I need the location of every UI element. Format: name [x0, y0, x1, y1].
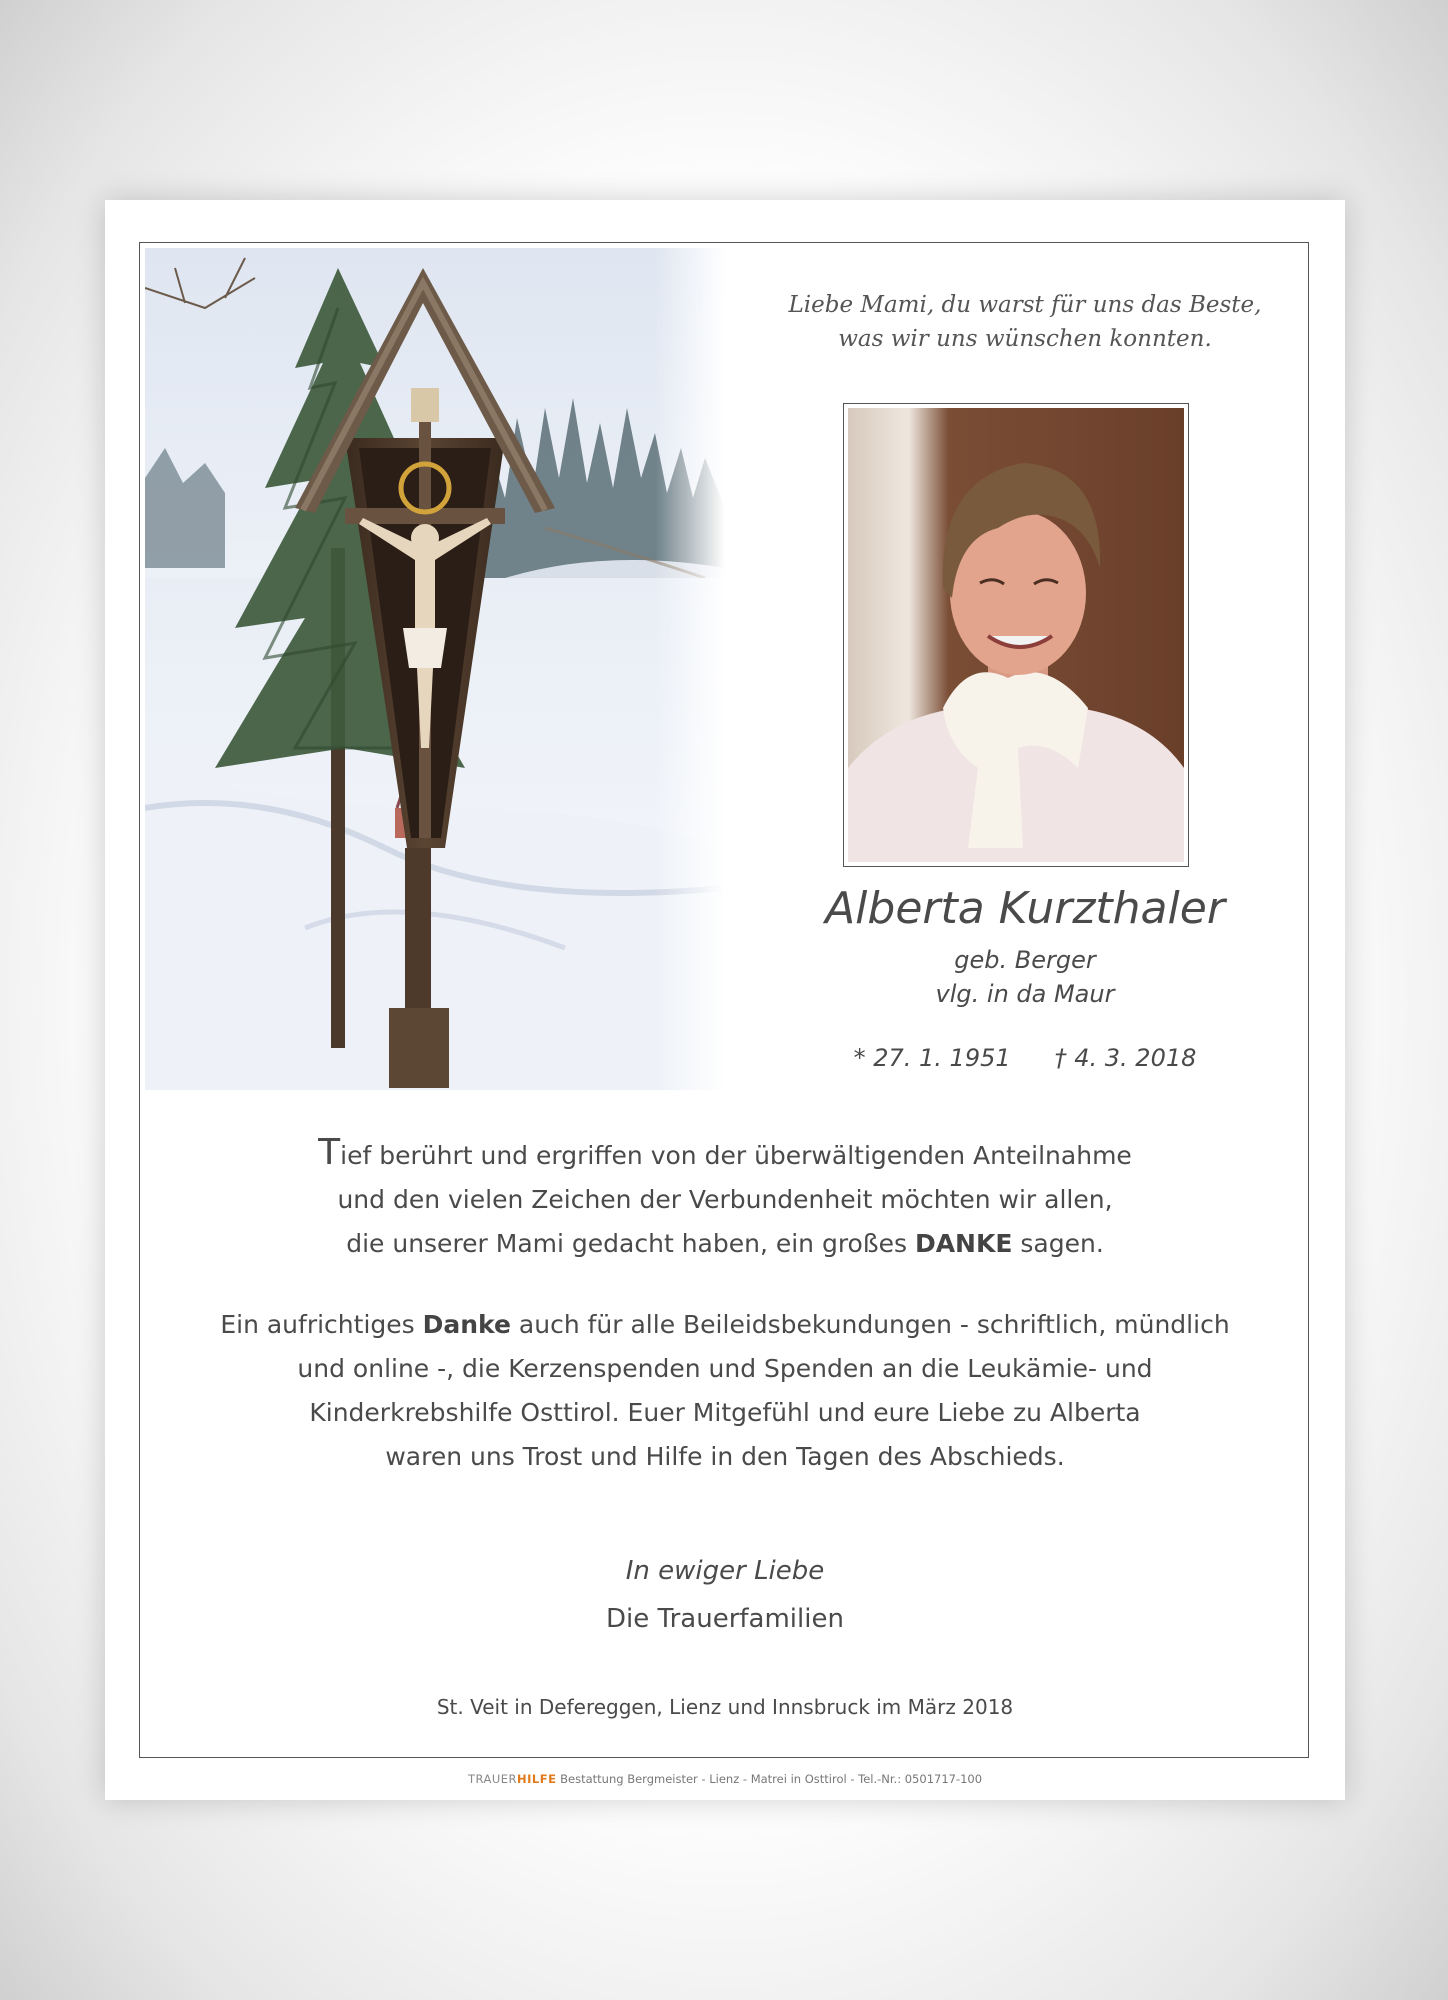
- thanks-p2-line-3: Kinderkrebshilfe Osttirol. Euer Mitgefühl und eure Liebe zu Alberta: [309, 1398, 1141, 1427]
- obituary-card: [105, 200, 1345, 1800]
- thanks-p2-line-4: waren uns Trost und Hilfe in den Tagen des Abschieds.: [385, 1442, 1065, 1471]
- wayside-crucifix-image: [145, 248, 725, 1090]
- thanks-paragraph-2: [180, 1303, 1270, 1479]
- memorial-quote: [760, 288, 1290, 356]
- brand-trauer: TRAUER: [467, 1772, 518, 1786]
- life-dates: [760, 1041, 1290, 1075]
- thanks-p2-line-2: und online -, die Kerzenspenden und Spenden an die Leukämie- und: [297, 1354, 1153, 1383]
- thanks-paragraph-1: [180, 1131, 1270, 1266]
- death-date: † 4. 3. 2018: [1054, 1044, 1197, 1072]
- closing-signature: Die Trauerfamilien: [606, 1604, 844, 1634]
- card-frame: [139, 242, 1309, 1758]
- thanks-line-3: die unserer Mami gedacht haben, ein großes DANKE sagen.: [346, 1229, 1104, 1258]
- closing-line-1: In ewiger Liebe: [625, 1556, 825, 1586]
- portrait-photo: [843, 403, 1189, 867]
- quote-line-1: Liebe Mami, du warst für uns das Beste,: [788, 292, 1262, 318]
- thanks-line-1: ief berührt und ergriffen von der überwältigenden Anteilnahme: [340, 1141, 1132, 1170]
- thanks-line-2: und den vielen Zeichen der Verbundenheit möchten wir allen,: [337, 1185, 1113, 1214]
- thanks-p2-line-1: Ein aufrichtiges Danke auch für alle Beileidsbekundungen - schriftlich, mündlich: [220, 1310, 1230, 1339]
- deceased-name: Alberta Kurzthaler: [825, 883, 1225, 934]
- funeral-home-footer: [105, 1772, 1345, 1786]
- birth-name: geb. Berger: [954, 946, 1096, 974]
- quote-line-2: was wir uns wünschen konnten.: [838, 326, 1212, 352]
- footer-text: Bestattung Bergmeister - Lienz - Matrei in Osttirol - Tel.-Nr.: 0501717-100: [556, 1772, 983, 1786]
- brand-hilfe: HILFE: [517, 1772, 557, 1786]
- place-and-date: St. Veit in Defereggen, Lienz und Innsbruck im März 2018: [436, 1695, 1014, 1719]
- alias-name: vlg. in da Maur: [935, 980, 1115, 1008]
- birth-date: * 27. 1. 1951: [853, 1044, 1011, 1072]
- drop-cap: T: [318, 1132, 341, 1173]
